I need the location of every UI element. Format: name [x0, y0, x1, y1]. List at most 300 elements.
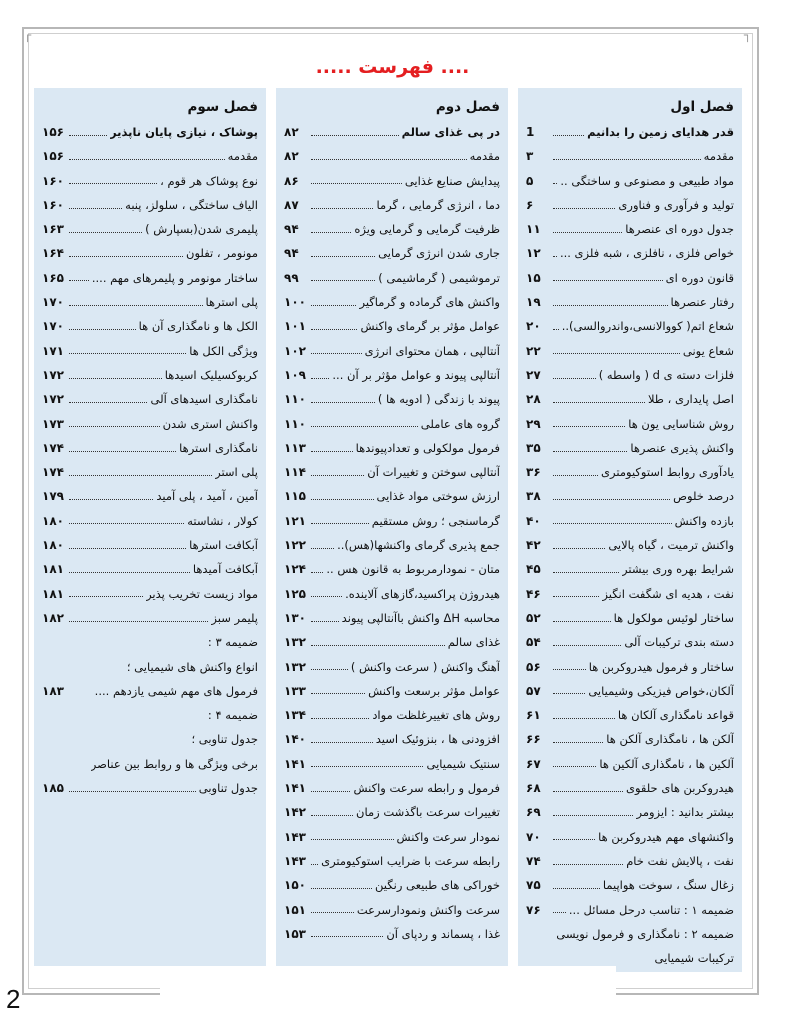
leader-dots — [553, 256, 557, 257]
toc-entry — [284, 630, 500, 654]
leader-dots — [553, 839, 595, 840]
leader-dots — [553, 305, 668, 306]
toc-entry-page: ۴٠ — [526, 513, 541, 528]
leader-dots — [311, 329, 357, 330]
toc-entry-page: ١٨١ — [42, 562, 64, 577]
leader-dots — [311, 718, 369, 719]
toc-entry — [526, 557, 734, 581]
toc-entry-title: جدول تناوبی ؛ — [191, 732, 258, 747]
toc-entry-title: فرمول های مهم شیمی یازدهم .... — [94, 683, 258, 698]
toc-entry — [42, 703, 258, 727]
toc-entry-page: ١٠١ — [284, 319, 306, 334]
toc-entry-title: مقدمه — [227, 149, 258, 164]
toc-entry-title: مواد طبیعی و مصنوعی و ساختگی .. — [560, 173, 734, 188]
leader-dots — [311, 280, 375, 281]
toc-entry-title: فلزات دسته ی d ( واسطه ) — [598, 367, 734, 382]
toc-entry-page: ١٠٠ — [284, 295, 306, 310]
toc-entry-title: ضمیمه ۴ : — [207, 708, 258, 723]
leader-dots — [69, 280, 89, 281]
toc-entry-page: ۶ — [526, 197, 534, 212]
toc-entry — [42, 387, 258, 411]
toc-entry-page: ١٧٠ — [42, 319, 64, 334]
toc-entry — [42, 533, 258, 557]
toc-entry-title: مواد زیست تخریب پذیر — [146, 586, 258, 601]
toc-entry-page: ٨٢ — [284, 125, 299, 139]
leader-dots — [553, 572, 619, 573]
toc-entry-title: پلیمری شدن(بسپارش ) — [145, 222, 258, 237]
toc-entry-page: ١٧۴ — [42, 465, 64, 480]
leader-dots — [69, 621, 208, 622]
toc-entry — [284, 849, 500, 873]
toc-entry — [526, 241, 734, 265]
toc-entry — [284, 752, 500, 776]
toc-entry — [42, 193, 258, 217]
toc-entry — [284, 436, 500, 460]
toc-entry-page: ١٧٣ — [42, 416, 64, 431]
leader-dots — [553, 791, 623, 792]
toc-entry-page: ٢٢ — [526, 343, 541, 358]
toc-column-chapter-1 — [518, 88, 742, 972]
toc-column-chapter-3 — [34, 88, 266, 966]
toc-entry — [284, 557, 500, 581]
toc-entry-page: ١۴٣ — [284, 853, 306, 868]
toc-entry-page: ٢٧ — [526, 367, 541, 382]
toc-entry — [284, 825, 500, 849]
toc-entry-title: واکنش های گرماده و گرماگیر — [359, 295, 500, 310]
leader-dots — [553, 329, 559, 330]
toc-entry-title: نامگذاری استرها — [179, 440, 258, 455]
leader-dots — [69, 426, 160, 427]
leader-dots — [311, 426, 418, 427]
toc-entry-title: پلیمر سبز — [211, 610, 258, 625]
toc-entry-title: نوع پوشاک هر قوم ، — [160, 173, 258, 188]
toc-entry-title: برخی ویژگی ها و روابط بین عناصر — [90, 756, 258, 771]
toc-entry — [526, 898, 734, 922]
toc-entry-page: ۴۶ — [526, 586, 541, 601]
toc-entry — [284, 606, 500, 630]
toc-entry-page: ١٢١ — [284, 513, 306, 528]
toc-entry — [42, 120, 258, 144]
toc-entry-title: پوشاک ، نیازی پایان ناپذیر — [110, 125, 258, 139]
toc-entry-page: ٣٨ — [526, 489, 541, 504]
toc-entry-title: پیوند با زندگی ( ادویه ها ) — [377, 392, 500, 407]
toc-entry — [526, 873, 734, 897]
toc-entry — [42, 460, 258, 484]
toc-entry-page: ١١ — [526, 222, 541, 237]
toc-entry — [526, 727, 734, 751]
toc-entry-page: ١۵۶ — [42, 149, 64, 164]
toc-entry-page: ١٨١ — [42, 586, 64, 601]
toc-entry — [284, 290, 500, 314]
leader-dots — [553, 718, 615, 719]
toc-entry-page: ۵۴ — [526, 635, 541, 650]
toc-entry — [42, 290, 258, 314]
toc-entry-title: نفت ، هدیه ای شگفت انگیز — [602, 586, 734, 601]
toc-entry — [284, 144, 500, 168]
toc-entry — [526, 120, 734, 144]
toc-entry-title: روش شناسایی یون ها — [628, 416, 734, 431]
toc-entry-page: ١١٠ — [284, 416, 306, 431]
toc-entry-title: عوامل مؤثر بر گرمای واکنش — [360, 319, 500, 334]
toc-entry-page: ١٣٣ — [284, 683, 306, 698]
toc-entry — [284, 363, 500, 387]
toc-entry — [526, 460, 734, 484]
toc-entry — [284, 241, 500, 265]
toc-entry-page: ١٩ — [526, 295, 541, 310]
leader-dots — [553, 280, 663, 281]
toc-entry — [284, 266, 500, 290]
toc-entry-title: ویژگی الکل ها — [189, 343, 258, 358]
toc-entry — [284, 120, 500, 144]
leader-dots — [69, 305, 203, 306]
leader-dots — [311, 766, 423, 767]
toc-entry-title: درصد خلوص — [673, 489, 734, 504]
toc-entry — [526, 630, 734, 654]
toc-entry — [526, 679, 734, 703]
toc-entry-page: ١٧١ — [42, 343, 64, 358]
toc-entry — [526, 825, 734, 849]
toc-entry — [42, 776, 258, 800]
toc-entry-title: آمین ، آمید ، پلی آمید — [156, 489, 258, 504]
toc-entry-title: اصل پایداری ، طلا — [647, 392, 734, 407]
toc-entry — [42, 144, 258, 168]
leader-dots — [311, 475, 364, 476]
leader-dots — [311, 402, 375, 403]
toc-entry-title: پیدایش صنایع غذایی — [404, 173, 500, 188]
toc-entry-title: انواع واکنش های شیمیایی ؛ — [126, 659, 258, 674]
toc-entry — [42, 727, 258, 751]
leader-dots — [553, 523, 672, 524]
toc-entry — [42, 169, 258, 193]
leader-dots — [553, 499, 670, 500]
toc-entry-page: ١۶۵ — [42, 270, 64, 285]
toc-entry — [284, 169, 500, 193]
toc-entry-title: قواعد نامگذاری آلکان ها — [617, 708, 734, 723]
toc-entry-page: ۶١ — [526, 708, 541, 723]
toc-entry-title: آهنگ واکنش ( سرعت واکنش ) — [350, 659, 500, 674]
toc-entry-title: قانون دوره ای — [665, 270, 734, 285]
toc-entry-title: آبکافت آمیدها — [192, 562, 258, 577]
leader-dots — [553, 378, 596, 379]
toc-entry — [526, 363, 734, 387]
toc-entry-title: شعاع یونی — [682, 343, 734, 358]
toc-entry — [526, 144, 734, 168]
toc-entry — [526, 169, 734, 193]
toc-entry-title: عوامل مؤثر برسعت واکنش — [368, 683, 500, 698]
toc-entry — [42, 241, 258, 265]
toc-entry — [526, 412, 734, 436]
leader-dots — [553, 426, 625, 427]
toc-entry-page: ۵٧ — [526, 683, 541, 698]
toc-entry-page: ١۵۶ — [42, 125, 64, 139]
leader-dots — [553, 135, 584, 136]
toc-entry-title: سرعت واکنش ونمودارسرعت — [356, 902, 500, 917]
leader-dots — [553, 669, 586, 670]
leader-dots — [311, 256, 375, 257]
toc-entry-title: سنتیک شیمیایی — [426, 756, 500, 771]
toc-entry — [284, 800, 500, 824]
toc-entry-title: مونومر ، تفلون — [186, 246, 258, 261]
toc-entry — [42, 606, 258, 630]
toc-entry-page: ١٠٢ — [284, 343, 306, 358]
toc-entry-page: ١٢٢ — [284, 538, 306, 553]
toc-entry-title: جمع پذیری گرمای واکنشها(هس).. — [337, 538, 500, 553]
toc-entry — [42, 436, 258, 460]
toc-entry-title: پلی استر — [215, 465, 258, 480]
leader-dots — [311, 839, 394, 840]
corner-ornament-top-left: ┌ — [24, 28, 32, 42]
toc-entry — [42, 509, 258, 533]
toc-entry — [42, 752, 258, 776]
toc-entry — [284, 727, 500, 751]
toc-entry — [526, 484, 734, 508]
toc-entry-page: ٣۶ — [526, 465, 541, 480]
leader-dots — [69, 402, 147, 403]
toc-entry-title: آلکان،خواص فیزیکی وشیمیایی — [588, 683, 734, 698]
toc-entry-title: هیدروژن پراکسید،گازهای آلاینده. — [345, 586, 500, 601]
toc-entry-page: ١٢۵ — [284, 586, 306, 601]
leader-dots — [553, 742, 603, 743]
toc-entry-title: غذای سالم — [447, 635, 500, 650]
leader-dots — [311, 645, 445, 646]
toc-entry-title: الیاف ساختگی ، سلولز، پنبه — [125, 197, 258, 212]
toc-entry-page: ۶٨ — [526, 781, 541, 796]
toc-entry — [526, 800, 734, 824]
leader-dots — [311, 451, 353, 452]
toc-entry — [42, 363, 258, 387]
toc-entry-page: ٣۵ — [526, 440, 541, 455]
leader-dots — [553, 596, 599, 597]
leader-dots — [69, 791, 196, 792]
leader-dots — [311, 305, 356, 306]
leader-dots — [553, 645, 621, 646]
leader-dots — [69, 523, 184, 524]
toc-entry-page: ١٨۵ — [42, 781, 64, 796]
toc-entry — [284, 922, 500, 946]
toc-entry — [284, 412, 500, 436]
leader-dots — [311, 499, 374, 500]
leader-dots — [553, 183, 557, 184]
page-bottom-gap — [160, 966, 616, 1006]
toc-entry-page: ٧۶ — [526, 902, 541, 917]
toc-entry-page: ١٣٢ — [284, 659, 306, 674]
page-number: 2 — [6, 984, 21, 1014]
toc-entry-page: ١۴٢ — [284, 805, 306, 820]
toc-entry-page: ١۵ — [526, 270, 541, 285]
leader-dots — [69, 329, 136, 330]
toc-entry-title: ظرفیت گرمایی و گرمایی ویژه — [354, 222, 500, 237]
leader-dots — [311, 208, 373, 209]
leader-dots — [69, 596, 143, 597]
leader-dots — [69, 475, 212, 476]
toc-entry — [284, 387, 500, 411]
toc-entry-page: ١٢ — [526, 246, 541, 261]
toc-entry-page: ١۶٠ — [42, 173, 64, 188]
toc-entry-page: ٩٩ — [284, 270, 299, 285]
toc-entry-title: ضمیمه ٣ : — [207, 635, 258, 650]
leader-dots — [553, 766, 596, 767]
toc-entry-title: کربوکسیلیک اسیدها — [164, 367, 258, 382]
leader-dots — [69, 208, 122, 209]
toc-entry — [42, 679, 258, 703]
toc-entry — [526, 849, 734, 873]
toc-entry — [284, 776, 500, 800]
leader-dots — [553, 451, 627, 452]
toc-entry-title: غذا ، پسماند و ردپای آن — [386, 926, 500, 941]
toc-entry — [526, 509, 734, 533]
toc-entry — [526, 217, 734, 241]
chapter-heading: فصل سوم — [187, 99, 258, 115]
toc-entry — [526, 314, 734, 338]
toc-entry — [526, 339, 734, 363]
toc-entry-title: ساختار و فرمول هیدروکربن ها — [588, 659, 734, 674]
toc-entry-title: ساختار لوئیس مولکول ها — [613, 610, 734, 625]
toc-entry — [284, 898, 500, 922]
leader-dots — [311, 159, 467, 160]
toc-entry-page: ٢٠ — [526, 319, 541, 334]
leader-dots — [311, 183, 402, 184]
toc-entry — [526, 752, 734, 776]
toc-entry — [526, 922, 734, 946]
toc-entry — [284, 582, 500, 606]
toc-entry-page: ٣ — [526, 149, 534, 164]
toc-entry-page: ١٨٠ — [42, 538, 64, 553]
toc-entry-page: ١۴٠ — [284, 732, 306, 747]
toc-entry-page: ١۶۴ — [42, 246, 64, 261]
toc-entry — [526, 266, 734, 290]
leader-dots — [311, 936, 383, 937]
leader-dots — [553, 353, 680, 354]
leader-dots — [69, 353, 186, 354]
toc-entry-page: ١١٠ — [284, 392, 306, 407]
toc-entry — [526, 582, 734, 606]
toc-entry-title: مقدمه — [703, 149, 734, 164]
toc-entry-title: جدول تناوبی — [198, 781, 258, 796]
toc-entry-page: ٨٢ — [284, 149, 299, 164]
toc-entry — [284, 314, 500, 338]
leader-dots — [69, 183, 157, 184]
toc-entry-title: قدر هدایای زمین را بدانیم — [587, 125, 734, 139]
toc-entry-title: خواص فلزی ، نافلزی ، شبه فلزی ... — [559, 246, 734, 261]
leader-dots — [553, 888, 600, 889]
toc-entry-page: ٧٠ — [526, 829, 541, 844]
toc-entry-title: شرایط بهره وری بیشتر — [622, 562, 734, 577]
leader-dots — [311, 912, 354, 913]
leader-dots — [69, 256, 183, 257]
leader-dots — [311, 353, 362, 354]
leader-dots — [311, 232, 351, 233]
toc-entry-title: رفتار عنصرها — [670, 295, 734, 310]
toc-entry — [42, 266, 258, 290]
toc-entry-page: ۵۶ — [526, 659, 541, 674]
toc-entry — [42, 339, 258, 363]
toc-entry — [42, 557, 258, 581]
toc-entry-title: آنتالپی پیوند و عوامل مؤثر بر آن ... — [332, 367, 500, 382]
toc-entry-page: ١١٣ — [284, 440, 306, 455]
chapter-heading: فصل دوم — [435, 99, 500, 115]
toc-entry-title: جاری شدن انرژی گرمایی — [378, 246, 500, 261]
toc-entry-page: ١٧٩ — [42, 489, 64, 504]
leader-dots — [311, 888, 372, 889]
leader-dots — [69, 135, 107, 136]
leader-dots — [311, 742, 373, 743]
leader-dots — [69, 451, 176, 452]
toc-entry — [526, 290, 734, 314]
leader-dots — [553, 864, 623, 865]
toc-entry-page: ٢٨ — [526, 392, 541, 407]
toc-entry-page: ١۶٠ — [42, 197, 64, 212]
toc-entry-title: گروه های عاملی — [420, 416, 500, 431]
toc-entry-title: آلکن ها ، نامگذاری آلکن ها — [606, 732, 734, 747]
toc-entry-title: واکنش پذیری عنصرها — [630, 440, 734, 455]
leader-dots — [311, 693, 365, 694]
toc-entry — [284, 655, 500, 679]
toc-entry-title: شعاع اتم( کووالانسی،واندروالسی).. — [561, 319, 734, 334]
leader-dots — [69, 159, 225, 160]
toc-entry — [526, 533, 734, 557]
toc-entry-page: ١٧٠ — [42, 295, 64, 310]
leader-dots — [69, 232, 142, 233]
toc-entry-title: واکنش استری شدن — [162, 416, 258, 431]
toc-entry-title: آبکافت استرها — [189, 538, 258, 553]
chapter-heading: فصل اول — [670, 99, 734, 115]
toc-entry — [284, 484, 500, 508]
toc-entry — [526, 193, 734, 217]
toc-entry — [526, 655, 734, 679]
leader-dots — [311, 135, 399, 136]
toc-entry — [42, 412, 258, 436]
leader-dots — [69, 572, 190, 573]
toc-entry-title: متان - نمودارمربوط به قانون هس .. — [326, 562, 500, 577]
leader-dots — [553, 815, 633, 816]
toc-entry-page: ١٢۴ — [284, 562, 306, 577]
toc-entry-page: ۶۶ — [526, 732, 541, 747]
leader-dots — [553, 475, 598, 476]
toc-entry-page: ۶٩ — [526, 805, 541, 820]
toc-entry-title: ضمیمه ٢ : نامگذاری و فرمول نویسی — [556, 926, 734, 941]
toc-entry — [526, 387, 734, 411]
toc-entry-page: ۵٢ — [526, 610, 541, 625]
toc-entry-title: هیدروکربن های حلقوی — [625, 781, 734, 796]
toc-entry-page: ١٧۴ — [42, 440, 64, 455]
toc-entry-page: ٢٩ — [526, 416, 541, 431]
toc-entry — [42, 582, 258, 606]
toc-entry — [42, 630, 258, 654]
leader-dots — [69, 499, 153, 500]
toc-entry-title: ساختار مونومر و پلیمرهای مهم .... — [91, 270, 258, 285]
toc-entry-page: ١٨٢ — [42, 610, 64, 625]
leader-dots — [311, 669, 348, 670]
toc-entry-title: دما ، انرژی گرمایی ، گرما — [376, 197, 500, 212]
toc-entry-page: ۵ — [526, 173, 534, 188]
toc-entry — [284, 703, 500, 727]
leader-dots — [553, 232, 622, 233]
toc-entry-title: گرماسنجی ؛ روش مستقیم — [371, 513, 500, 528]
toc-entry-page: ١٨٣ — [42, 683, 64, 698]
leader-dots — [311, 815, 353, 816]
toc-entry-title: نامگذاری اسیدهای آلی — [150, 392, 258, 407]
toc-entry-title: فرمول و رابطه سرعت واکنش — [353, 781, 500, 796]
toc-entry-page: ١٠٩ — [284, 367, 306, 382]
toc-entry-page: ٧۴ — [526, 853, 541, 868]
corner-ornament-top-right: ┐ — [744, 28, 752, 42]
toc-entry-title: بیشتر بدانید : ایزومر — [636, 805, 734, 820]
toc-entry — [284, 533, 500, 557]
leader-dots — [311, 572, 323, 573]
toc-entry-title: الکل ها و نامگذاری آن ها — [138, 319, 258, 334]
toc-entry-page: ١٣٠ — [284, 610, 306, 625]
toc-entry-title: آنتالپی سوختن و تغییرات آن — [367, 465, 500, 480]
